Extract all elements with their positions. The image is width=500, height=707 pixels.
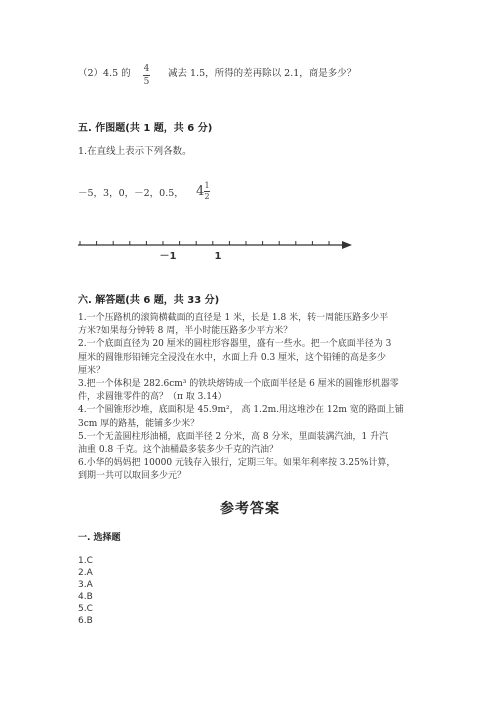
problem-line: 5.一个无盖圆柱形油桶，底面半径 2 分米，高 8 分米，里面装满汽油，1 升汽 [78,431,389,442]
tick-label-one: 1 [214,251,222,262]
answer-list [78,555,93,627]
problem-line: 6.小华的妈妈把 10000 元钱存入银行，定期三年。如果年利率按 3.25%计算， [78,458,396,469]
answer-item: 3.A [78,580,93,590]
answer-item: 5.C [78,604,93,614]
problem-line: 厘米的圆锥形铅锤完全浸没在水中，水面上升 0.3 厘米，这个铅锤的高是多少 [78,352,387,363]
section-6-problems [78,312,404,484]
number-line [70,232,360,266]
problem-line: 件，求圆锥零件的高？（π 取 3.14） [78,392,227,403]
fraction-numerator: 4 [143,64,150,74]
answer-item: 4.B [78,592,93,602]
section-5-heading: 五. 作图题(共 1 题，共 6 分) [78,123,213,134]
problem-line: 厘米？ [78,365,106,376]
mixed-denominator: 2 [204,192,210,201]
problem-line: 1.一个压路机的滚筒横截面的直径是 1 米，长是 1.8 米，转一周能压路多少平 [78,313,389,323]
problem-line: 方米?如果每分钟转 8 周，半小时能压路多少平方米？ [78,326,293,337]
fraction-denominator: 5 [143,77,150,87]
problem-line: 3.把一个体积是 282.6cm³ 的铁块熔铸成一个底面半径是 6 厘米的圆锥形机器零 [78,379,399,390]
section-6-heading: 六. 解答题(共 6 题，共 33 分) [78,295,220,306]
mixed-number-whole: 4 [196,184,205,199]
fraction-bar [143,75,150,76]
problem-line: 油重 0.8 千克。这个油桶最多装多少千克的汽油？ [78,445,279,456]
answer-item: 2.A [78,568,93,578]
number-line-arrow [342,241,352,249]
mixed-numerator: 1 [204,181,210,190]
problem-line: 4.一个圆锥形沙堆，底面积是 45.9m²， 高 1.2m.用这堆沙在 12m 宽的路面上铺 [78,405,404,416]
answer-item: 1.C [78,556,93,566]
mixed-number-fraction [204,182,210,201]
answers-section-heading: 一. 选择题 [78,533,121,543]
problem-line: 2.一个底面直径为 20 厘米的圆柱形容器里，盛有一些水。把一个底面半径为 3 [78,339,392,350]
numbers-list: －5，3，0，－2，0.5， [78,188,184,199]
section-5-instruction: 1.在直线上表示下列各数。 [78,146,192,157]
tick-label-minus-one: －1 [159,251,177,262]
problem-line: 到期一共可以取回多少元？ [78,471,187,482]
question-2-suffix: 减去 1.5，所得的差再除以 2.1，商是多少？ [168,68,357,79]
fraction-four-fifths [143,64,150,87]
answer-key-title: 参考答案 [220,501,280,517]
question-2-prefix: （2）4.5 的 [78,68,131,79]
answer-item: 6.B [78,616,93,626]
problem-line: 3cm 厚的路基，能铺多少米？ [78,418,200,429]
